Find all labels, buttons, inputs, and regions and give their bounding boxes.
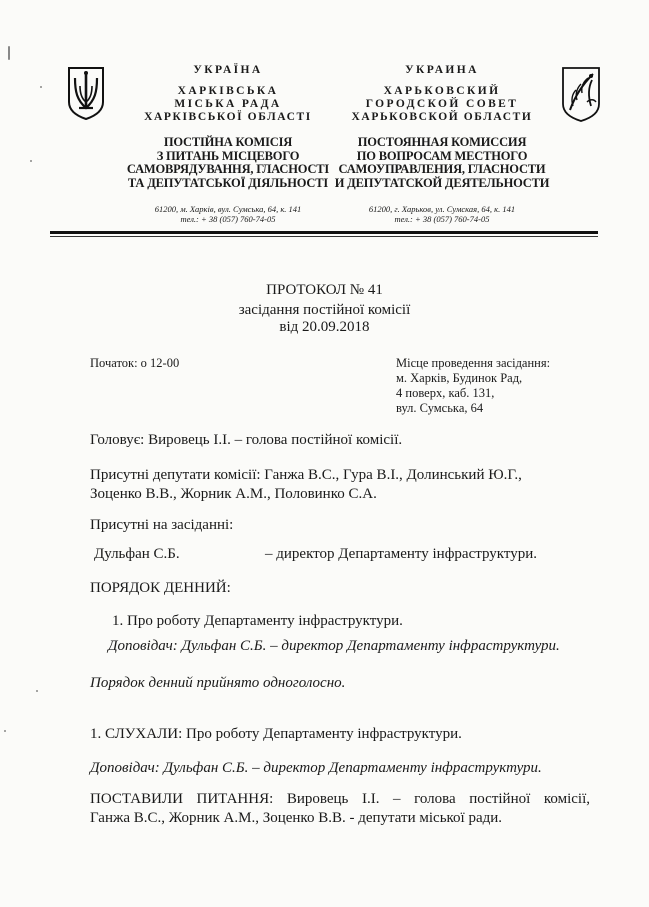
scan-artifact	[30, 160, 32, 162]
commission-line: САМОВРЯДУВАННЯ, ГЛАСНОСТІ	[126, 162, 330, 176]
address-ru	[332, 204, 552, 224]
place-label: Місце проведення засідання:	[396, 356, 551, 370]
start-time: Початок: о 12-00	[90, 356, 180, 370]
scan-artifact	[8, 46, 10, 60]
place-line: 4 поверх, каб. 131,	[396, 386, 495, 400]
commission-name-ua	[118, 136, 338, 190]
kharkiv-coat-of-arms-icon	[561, 66, 601, 122]
council-line-3: ХАРЬКОВСКОЙ ОБЛАСТИ	[351, 111, 533, 123]
protocol-title: ПРОТОКОЛ № 41	[266, 282, 383, 298]
agenda-item: 1. Про роботу Департаменту інфраструктури.	[112, 613, 403, 629]
address-line: 61200, м. Харків, вул. Сумська, 64, к. 141	[154, 204, 302, 214]
scan-artifact	[40, 86, 42, 88]
guest-role: – директор Департаменту інфраструктури.	[265, 546, 537, 562]
ukraine-trident-emblem-icon	[66, 66, 106, 120]
chair-line: Головує: Вировець І.І. – голова постійної комісії.	[90, 432, 403, 448]
scan-artifact	[36, 690, 38, 692]
present-deputies-line-2: Зоценко В.В., Жорник А.М., Половинко С.А.	[90, 486, 377, 502]
agenda-adopted: Порядок денний прийнято одноголосно.	[90, 675, 346, 691]
commission-line: ТА ДЕПУТАТСЬКОЇ ДІЯЛЬНОСТІ	[127, 175, 329, 190]
commission-line: ПОСТОЯННАЯ КОМИССИЯ	[357, 135, 527, 149]
commission-line: ПОСТІЙНА КОМІСІЯ	[163, 135, 293, 149]
scan-artifact	[4, 730, 6, 732]
council-line-1: ХАРКІВСЬКА	[177, 85, 279, 97]
place-line: м. Харків, Будинок Рад,	[396, 371, 523, 385]
address-ua	[118, 204, 338, 224]
heard-speaker: Доповідач: Дульфан С.Б. – директор Департаменту інфраструктури.	[90, 760, 542, 776]
letterhead-left	[118, 64, 338, 224]
commission-line: И ДЕПУТАТСКОЙ ДЕЯТЕЛЬНОСТИ	[334, 175, 550, 190]
council-line-3: ХАРКІВСЬКОЇ ОБЛАСТІ	[144, 111, 312, 123]
protocol-subtitle: засідання постійної комісії	[238, 302, 411, 318]
council-line-2: ГОРОДСКОЙ СОВЕТ	[365, 98, 519, 110]
letterhead-divider	[50, 231, 598, 234]
agenda-speaker: Доповідач: Дульфан С.Б. – директор Департаменту інфраструктури.	[108, 638, 560, 654]
council-line-1: ХАРЬКОВСКИЙ	[383, 85, 501, 97]
country-name-ru: УКРАИНА	[405, 64, 479, 76]
heard-line: 1. СЛУХАЛИ: Про роботу Департаменту інфраструктури.	[90, 726, 462, 742]
phone-line: тел.: + 38 (057) 760-74-05	[394, 214, 490, 224]
commission-line: САМОУПРАВЛЕНИЯ, ГЛАСНОСТИ	[338, 162, 546, 176]
letterhead-divider-thin	[50, 236, 598, 237]
meeting-place	[396, 356, 550, 416]
present-label: Присутні на засіданні:	[90, 517, 234, 533]
letterhead-right	[332, 64, 552, 224]
present-deputies-line-1: Присутні депутати комісії: Ганжа В.С., Гура В.І., Долинський Ю.Г.,	[90, 467, 522, 483]
place-line: вул. Сумська, 64	[396, 401, 484, 415]
address-line: 61200, г. Харьков, ул. Сумская, 64, к. 141	[368, 204, 516, 214]
questions-line-1: ПОСТАВИЛИ ПИТАННЯ: Вировець І.І. – голова постійної комісії,	[90, 791, 590, 807]
protocol-date: від 20.09.2018	[279, 319, 370, 335]
commission-name-ru	[332, 136, 552, 190]
commission-line: З ПИТАНЬ МІСЦЕВОГО	[156, 148, 300, 163]
commission-line: ПО ВОПРОСАМ МЕСТНОГО	[356, 148, 528, 163]
questions-line-2: Ганжа В.С., Жорник А.М., Зоценко В.В. - депутати міської ради.	[90, 810, 503, 826]
phone-line: тел.: + 38 (057) 760-74-05	[180, 214, 276, 224]
agenda-title: ПОРЯДОК ДЕННИЙ:	[90, 580, 231, 596]
council-line-2: МІСЬКА РАДА	[174, 98, 282, 110]
country-name-ua: УКРАЇНА	[193, 64, 263, 76]
guest-name: Дульфан С.Б.	[94, 546, 180, 562]
